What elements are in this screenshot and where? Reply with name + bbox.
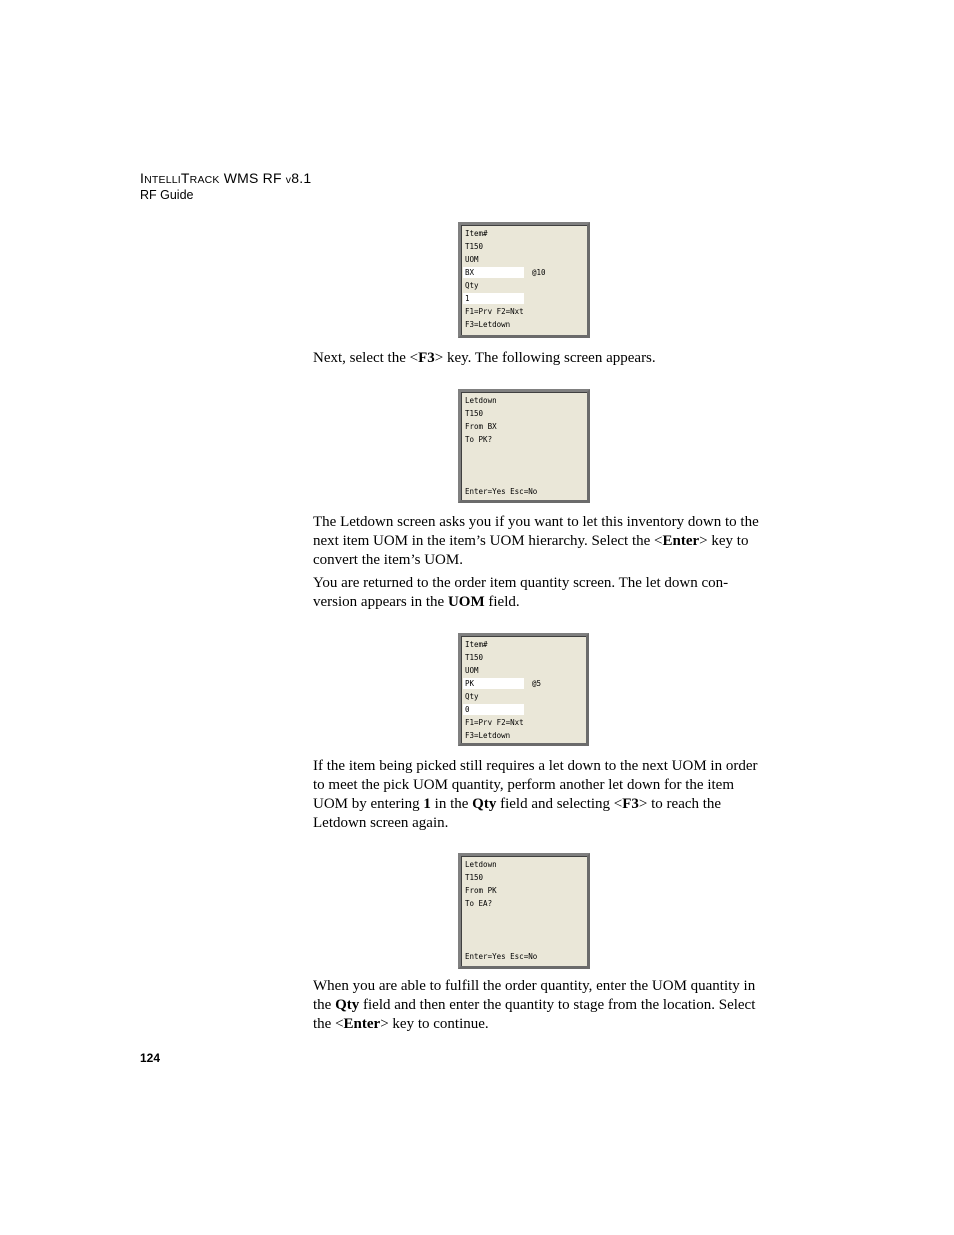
- rf-line-uom-label: UOM: [465, 255, 479, 264]
- rf-screen-qty-pk: [458, 633, 589, 746]
- uom-conversion: @10: [532, 268, 546, 277]
- rf-line-item-value: T150: [465, 409, 484, 418]
- uom-field[interactable]: BX: [463, 267, 524, 278]
- rf-line-letdown-key: F3=Letdown: [465, 731, 511, 740]
- rf-line-item-value: T150: [465, 242, 484, 251]
- rf-line-letdown-key: F3=Letdown: [465, 320, 511, 329]
- rf-line-item-label: Item#: [465, 640, 488, 649]
- rf-line-fkeys: F1=Prv F2=Nxt: [465, 307, 524, 316]
- rf-line-enter-esc: Enter=Yes Esc=No: [465, 952, 538, 961]
- paragraph-letdown-screen: The Letdown screen asks you if you want to let this inventory down to the next item UOM in the item’s UOM hierarchy. Select the <Enter> key to convert the item’s UOM.: [313, 514, 759, 568]
- paragraph-fulfill: When you are able to fulfill the order quantity, enter the UOM quantity in the Qty field and then enter the quantity to stage from the location. Select the <Enter> key to continue.: [313, 978, 756, 1032]
- qty-field[interactable]: 1: [463, 293, 524, 304]
- rf-line-from-uom: From BX: [465, 422, 497, 431]
- rf-line-letdown-title: Letdown: [465, 396, 497, 405]
- rf-line-letdown-title: Letdown: [465, 860, 497, 869]
- rf-screen-qty-bx: [458, 222, 590, 338]
- rf-line-enter-esc: Enter=Yes Esc=No: [465, 487, 538, 496]
- rf-line-item-value: T150: [465, 873, 484, 882]
- uom-conversion: @5: [532, 679, 542, 688]
- rf-line-uom-label: UOM: [465, 666, 479, 675]
- uom-field[interactable]: PK: [463, 678, 524, 689]
- page-number: 124: [140, 1051, 161, 1065]
- paragraph-another-letdown: If the item being picked still requires a let down to the next UOM in order to meet the pick UOM quantity, perform another let down for the item UOM by entering 1 in the Qty field and selecting <F3> to reach the Letdown screen again.: [313, 758, 758, 831]
- rf-screen-letdown-bx-pk: [458, 389, 590, 503]
- rf-screen-letdown-pk-ea: [458, 853, 590, 969]
- rf-line-to-uom: To EA?: [465, 899, 493, 908]
- header-subtitle: RF Guide: [140, 188, 194, 202]
- rf-line-qty-label: Qty: [465, 692, 479, 701]
- paragraph-returned: You are returned to the order item quantity screen. The let down con-version appears in the UOM field.: [313, 575, 729, 610]
- paragraph-select-f3: Next, select the <F3> key. The following screen appears.: [313, 350, 656, 366]
- header-title: INTELLITRACK WMS RF v8.1: [140, 170, 312, 186]
- rf-line-fkeys: F1=Prv F2=Nxt: [465, 718, 524, 727]
- rf-line-qty-label: Qty: [465, 281, 479, 290]
- rf-line-from-uom: From PK: [465, 886, 497, 895]
- rf-line-item-value: T150: [465, 653, 484, 662]
- rf-line-item-label: Item#: [465, 229, 488, 238]
- qty-field[interactable]: 0: [463, 704, 524, 715]
- rf-line-to-uom: To PK?: [465, 435, 493, 444]
